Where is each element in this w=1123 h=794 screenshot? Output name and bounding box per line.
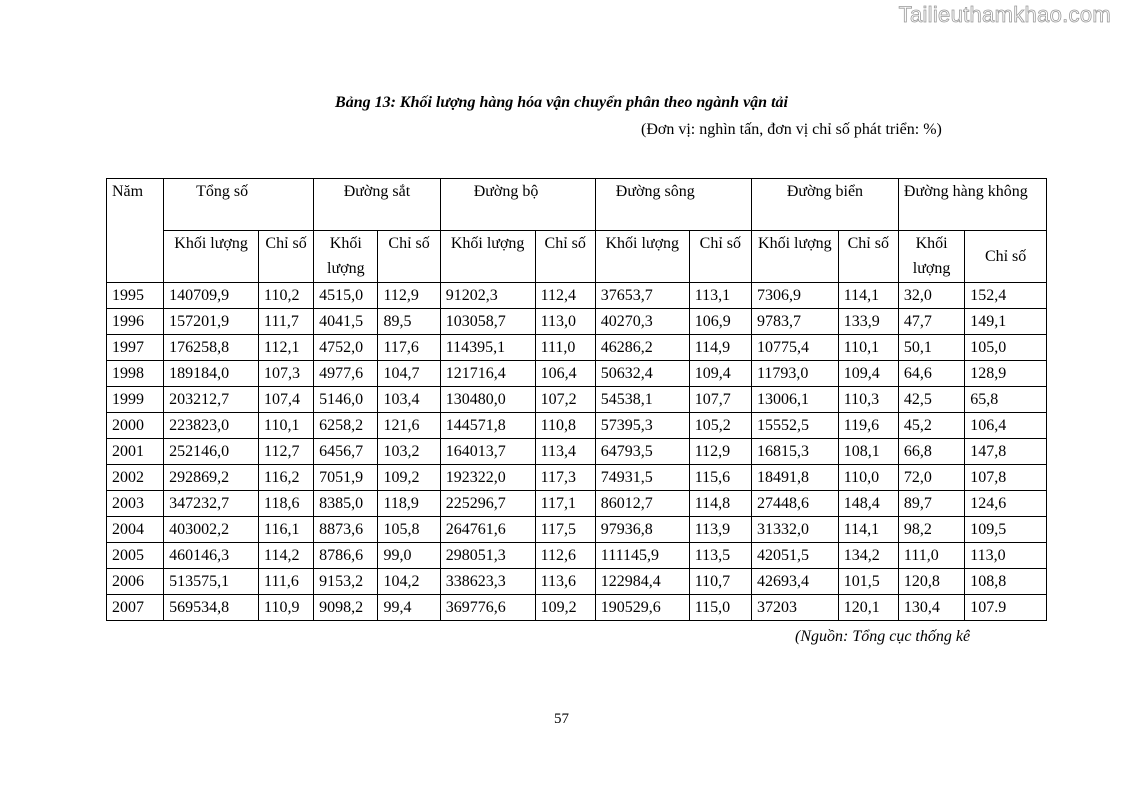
table-row [107, 517, 1047, 543]
value-cell: 74931,5 [595, 465, 689, 491]
freight-volume-table [106, 178, 1047, 621]
value-cell: 40270,3 [595, 309, 689, 335]
value-cell: 101,5 [838, 569, 898, 595]
value-cell: 11793,0 [751, 361, 838, 387]
table-row [107, 335, 1047, 361]
value-cell: 103058,7 [440, 309, 535, 335]
value-cell: 5146,0 [314, 387, 378, 413]
table-row [107, 595, 1047, 621]
year-cell: 2005 [107, 543, 164, 569]
sub-header-index: Chỉ số [378, 231, 440, 283]
value-cell: 86012,7 [595, 491, 689, 517]
value-cell: 110,0 [838, 465, 898, 491]
value-cell: 18491,8 [751, 465, 838, 491]
table-row [107, 569, 1047, 595]
value-cell: 91202,3 [440, 283, 535, 309]
value-cell: 110,9 [259, 595, 314, 621]
value-cell: 569534,8 [164, 595, 259, 621]
value-cell: 122984,4 [595, 569, 689, 595]
value-cell: 113,6 [535, 569, 595, 595]
value-cell: 110,8 [535, 413, 595, 439]
value-cell: 54538,1 [595, 387, 689, 413]
sub-header-index: Chỉ số [838, 231, 898, 283]
value-cell: 118,9 [378, 491, 440, 517]
value-cell: 120,1 [838, 595, 898, 621]
value-cell: 164013,7 [440, 439, 535, 465]
year-cell: 2007 [107, 595, 164, 621]
value-cell: 6456,7 [314, 439, 378, 465]
value-cell: 9783,7 [751, 309, 838, 335]
value-cell: 108,8 [965, 569, 1047, 595]
value-cell: 13006,1 [751, 387, 838, 413]
year-cell: 1998 [107, 361, 164, 387]
year-cell: 2002 [107, 465, 164, 491]
year-header: Năm [107, 179, 164, 283]
value-cell: 121,6 [378, 413, 440, 439]
value-cell: 37203 [751, 595, 838, 621]
value-cell: 109,4 [689, 361, 751, 387]
value-cell: 114,2 [259, 543, 314, 569]
value-cell: 106,4 [965, 413, 1047, 439]
value-cell: 31332,0 [751, 517, 838, 543]
value-cell: 110,2 [259, 283, 314, 309]
table-row [107, 309, 1047, 335]
value-cell: 103,2 [378, 439, 440, 465]
value-cell: 9098,2 [314, 595, 378, 621]
value-cell: 111145,9 [595, 543, 689, 569]
value-cell: 116,1 [259, 517, 314, 543]
year-cell: 1995 [107, 283, 164, 309]
group-header: Đường biển [751, 179, 898, 231]
value-cell: 189184,0 [164, 361, 259, 387]
watermark: Tailieuthamkhao.com [898, 2, 1111, 27]
value-cell: 120,8 [898, 569, 964, 595]
value-cell: 116,2 [259, 465, 314, 491]
unit-note: (Đơn vị: nghìn tấn, đơn vị chỉ số phát triển: %) [641, 121, 942, 138]
value-cell: 47,7 [898, 309, 964, 335]
year-cell: 1997 [107, 335, 164, 361]
value-cell: 112,9 [378, 283, 440, 309]
table-header-row-groups [107, 179, 1047, 231]
value-cell: 111,6 [259, 569, 314, 595]
year-cell: 1999 [107, 387, 164, 413]
value-cell: 149,1 [965, 309, 1047, 335]
value-cell: 97936,8 [595, 517, 689, 543]
value-cell: 157201,9 [164, 309, 259, 335]
group-header: Đường sông [595, 179, 751, 231]
year-cell: 2006 [107, 569, 164, 595]
value-cell: 111,0 [898, 543, 964, 569]
group-header: Đường sắt [314, 179, 441, 231]
value-cell: 113,4 [535, 439, 595, 465]
value-cell: 105,0 [965, 335, 1047, 361]
value-cell: 118,6 [259, 491, 314, 517]
value-cell: 114,9 [689, 335, 751, 361]
value-cell: 46286,2 [595, 335, 689, 361]
value-cell: 115,0 [689, 595, 751, 621]
value-cell: 117,5 [535, 517, 595, 543]
value-cell: 89,7 [898, 491, 964, 517]
value-cell: 223823,0 [164, 413, 259, 439]
value-cell: 4977,6 [314, 361, 378, 387]
value-cell: 130480,0 [440, 387, 535, 413]
value-cell: 105,2 [689, 413, 751, 439]
value-cell: 112,7 [259, 439, 314, 465]
sub-header-volume: Khối lượng [314, 231, 378, 283]
value-cell: 4515,0 [314, 283, 378, 309]
value-cell: 117,3 [535, 465, 595, 491]
value-cell: 98,2 [898, 517, 964, 543]
value-cell: 64793,5 [595, 439, 689, 465]
value-cell: 7051,9 [314, 465, 378, 491]
table-row [107, 413, 1047, 439]
value-cell: 107,4 [259, 387, 314, 413]
table-header-row-sub [107, 231, 1047, 283]
value-cell: 105,8 [378, 517, 440, 543]
sub-header-volume: Khối lượng [898, 231, 964, 283]
table-row [107, 465, 1047, 491]
value-cell: 113,9 [689, 517, 751, 543]
value-cell: 109,2 [378, 465, 440, 491]
value-cell: 117,6 [378, 335, 440, 361]
value-cell: 72,0 [898, 465, 964, 491]
value-cell: 176258,8 [164, 335, 259, 361]
sub-header-index: Chỉ số [689, 231, 751, 283]
value-cell: 57395,3 [595, 413, 689, 439]
value-cell: 108,1 [838, 439, 898, 465]
value-cell: 252146,0 [164, 439, 259, 465]
value-cell: 89,5 [378, 309, 440, 335]
value-cell: 42051,5 [751, 543, 838, 569]
page-number: 57 [554, 711, 569, 727]
value-cell: 8385,0 [314, 491, 378, 517]
value-cell: 9153,2 [314, 569, 378, 595]
value-cell: 148,4 [838, 491, 898, 517]
value-cell: 112,9 [689, 439, 751, 465]
value-cell: 133,9 [838, 309, 898, 335]
value-cell: 203212,7 [164, 387, 259, 413]
table-title: Bảng 13: Khối lượng hàng hóa vận chuyển phân theo ngành vận tải [335, 94, 788, 111]
value-cell: 117,1 [535, 491, 595, 517]
table-row [107, 491, 1047, 517]
group-header: Đường bộ [440, 179, 595, 231]
value-cell: 7306,9 [751, 283, 838, 309]
table-row [107, 543, 1047, 569]
value-cell: 114,1 [838, 517, 898, 543]
value-cell: 66,8 [898, 439, 964, 465]
value-cell: 225296,7 [440, 491, 535, 517]
value-cell: 8873,6 [314, 517, 378, 543]
value-cell: 109,4 [838, 361, 898, 387]
value-cell: 99,0 [378, 543, 440, 569]
value-cell: 347232,7 [164, 491, 259, 517]
value-cell: 45,2 [898, 413, 964, 439]
value-cell: 292869,2 [164, 465, 259, 491]
value-cell: 4752,0 [314, 335, 378, 361]
value-cell: 109,2 [535, 595, 595, 621]
value-cell: 104,7 [378, 361, 440, 387]
value-cell: 104,2 [378, 569, 440, 595]
value-cell: 369776,6 [440, 595, 535, 621]
value-cell: 42693,4 [751, 569, 838, 595]
value-cell: 147,8 [965, 439, 1047, 465]
value-cell: 130,4 [898, 595, 964, 621]
value-cell: 27448,6 [751, 491, 838, 517]
value-cell: 119,6 [838, 413, 898, 439]
value-cell: 6258,2 [314, 413, 378, 439]
value-cell: 144571,8 [440, 413, 535, 439]
value-cell: 114395,1 [440, 335, 535, 361]
sub-header-index: Chỉ số [965, 231, 1047, 283]
value-cell: 107,2 [535, 387, 595, 413]
value-cell: 103,4 [378, 387, 440, 413]
value-cell: 10775,4 [751, 335, 838, 361]
table-row [107, 387, 1047, 413]
sub-header-volume: Khối lượng [751, 231, 838, 283]
table-row [107, 439, 1047, 465]
sub-header-volume: Khối lượng [440, 231, 535, 283]
value-cell: 65,8 [965, 387, 1047, 413]
value-cell: 112,1 [259, 335, 314, 361]
value-cell: 111,0 [535, 335, 595, 361]
value-cell: 42,5 [898, 387, 964, 413]
value-cell: 107,7 [689, 387, 751, 413]
value-cell: 112,6 [535, 543, 595, 569]
value-cell: 109,5 [965, 517, 1047, 543]
value-cell: 99,4 [378, 595, 440, 621]
value-cell: 114,1 [838, 283, 898, 309]
value-cell: 134,2 [838, 543, 898, 569]
value-cell: 32,0 [898, 283, 964, 309]
value-cell: 107,8 [965, 465, 1047, 491]
value-cell: 192322,0 [440, 465, 535, 491]
value-cell: 513575,1 [164, 569, 259, 595]
value-cell: 190529,6 [595, 595, 689, 621]
value-cell: 106,9 [689, 309, 751, 335]
value-cell: 113,0 [965, 543, 1047, 569]
sub-header-volume: Khối lượng [595, 231, 689, 283]
year-cell: 2000 [107, 413, 164, 439]
value-cell: 298051,3 [440, 543, 535, 569]
value-cell: 64,6 [898, 361, 964, 387]
value-cell: 460146,3 [164, 543, 259, 569]
value-cell: 107.9 [965, 595, 1047, 621]
year-cell: 2003 [107, 491, 164, 517]
value-cell: 4041,5 [314, 309, 378, 335]
group-header: Đường hàng không [898, 179, 1046, 231]
year-cell: 2004 [107, 517, 164, 543]
value-cell: 110,3 [838, 387, 898, 413]
value-cell: 107,3 [259, 361, 314, 387]
value-cell: 37653,7 [595, 283, 689, 309]
value-cell: 15552,5 [751, 413, 838, 439]
group-header: Tổng số [164, 179, 314, 231]
value-cell: 112,4 [535, 283, 595, 309]
sub-header-index: Chỉ số [259, 231, 314, 283]
value-cell: 128,9 [965, 361, 1047, 387]
value-cell: 113,1 [689, 283, 751, 309]
sub-header-index: Chỉ số [535, 231, 595, 283]
value-cell: 8786,6 [314, 543, 378, 569]
value-cell: 50,1 [898, 335, 964, 361]
value-cell: 121716,4 [440, 361, 535, 387]
value-cell: 115,6 [689, 465, 751, 491]
value-cell: 111,7 [259, 309, 314, 335]
value-cell: 50632,4 [595, 361, 689, 387]
value-cell: 152,4 [965, 283, 1047, 309]
value-cell: 110,7 [689, 569, 751, 595]
sub-header-volume: Khối lượng [164, 231, 259, 283]
value-cell: 338623,3 [440, 569, 535, 595]
value-cell: 124,6 [965, 491, 1047, 517]
value-cell: 114,8 [689, 491, 751, 517]
value-cell: 140709,9 [164, 283, 259, 309]
value-cell: 403002,2 [164, 517, 259, 543]
table-row [107, 283, 1047, 309]
year-cell: 2001 [107, 439, 164, 465]
value-cell: 110,1 [259, 413, 314, 439]
value-cell: 113,0 [535, 309, 595, 335]
year-cell: 1996 [107, 309, 164, 335]
value-cell: 110,1 [838, 335, 898, 361]
table-row [107, 361, 1047, 387]
value-cell: 16815,3 [751, 439, 838, 465]
value-cell: 113,5 [689, 543, 751, 569]
value-cell: 106,4 [535, 361, 595, 387]
value-cell: 264761,6 [440, 517, 535, 543]
source-note: (Nguồn: Tổng cục thống kê [795, 628, 971, 645]
